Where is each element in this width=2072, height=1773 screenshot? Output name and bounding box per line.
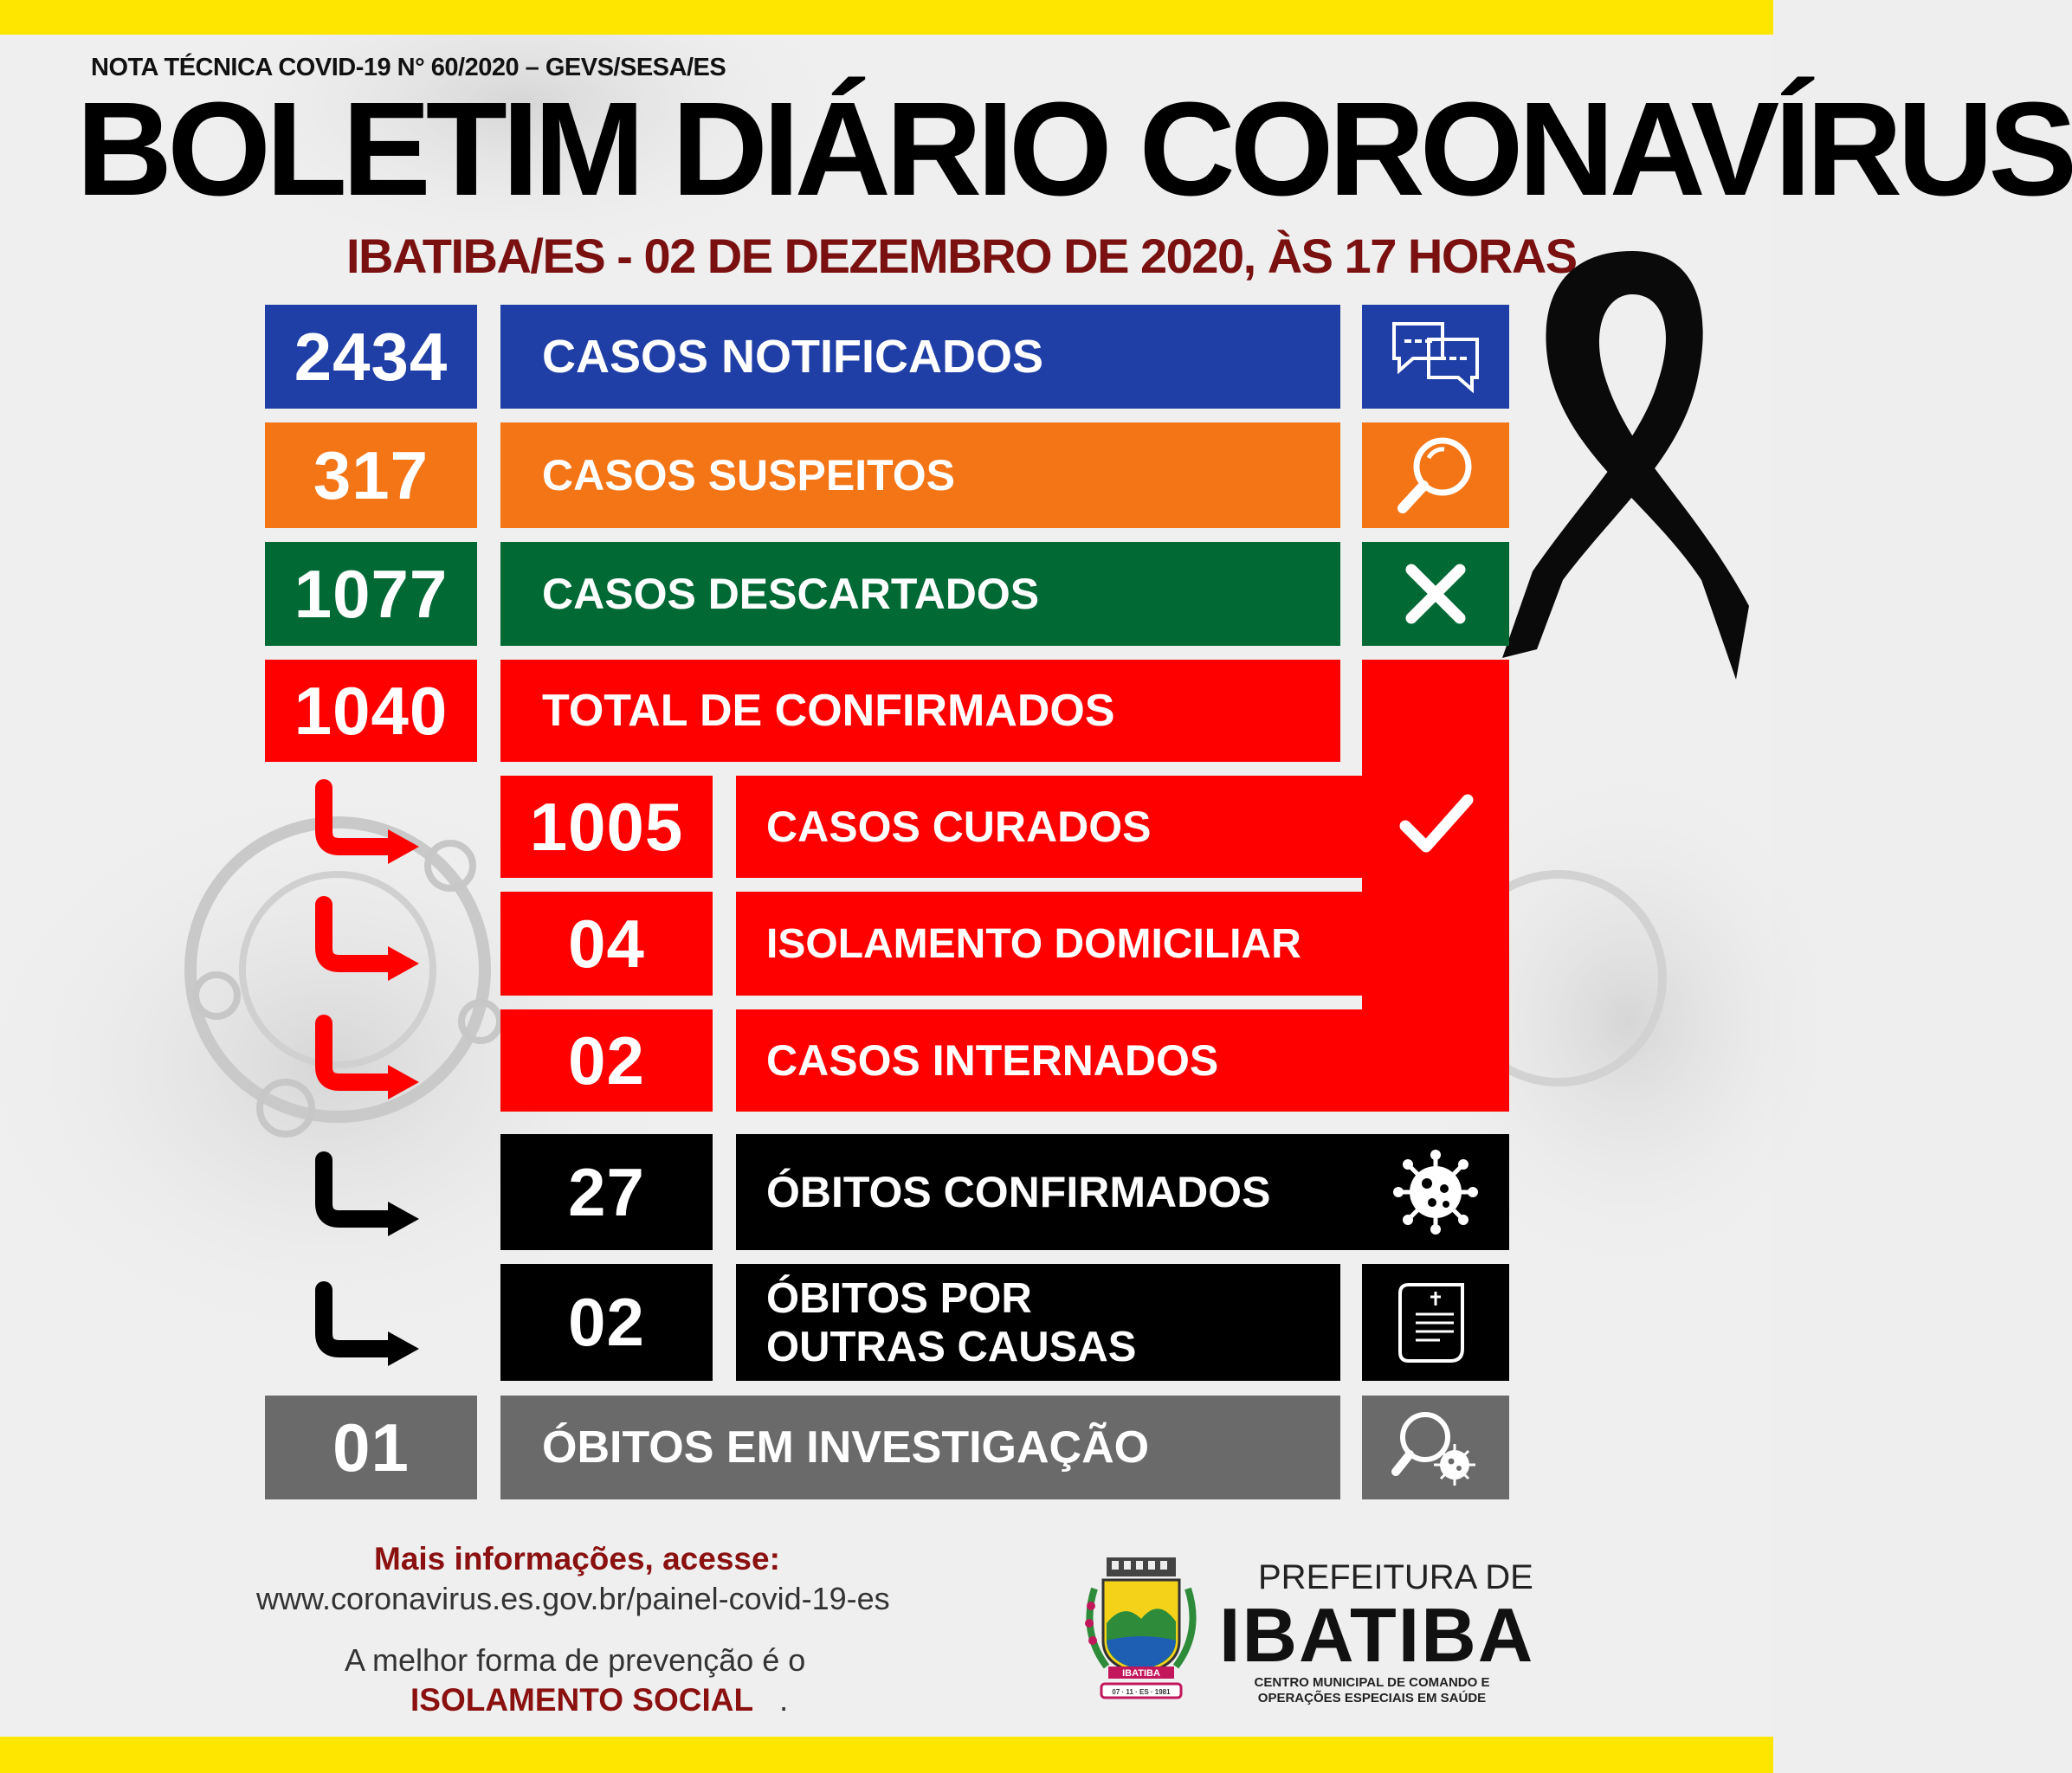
chat-bubbles-icon <box>1387 317 1484 397</box>
logo-line-2: IBATIBA <box>1219 1592 1535 1678</box>
discarded-count: 1077 <box>265 542 477 646</box>
virus-search-icon <box>1391 1406 1481 1489</box>
technical-note: NOTA TÉCNICA COVID-19 N° 60/2020 – GEVS/SESA/ES <box>91 54 726 81</box>
emblem-date: 07 · 11 · ES · 1981 <box>1112 1688 1171 1696</box>
more-info-heading: Mais informações, acesse: <box>374 1541 780 1576</box>
social-isolation-text: ISOLAMENTO SOCIAL <box>410 1682 754 1718</box>
investigation-icon-box <box>1362 1396 1509 1499</box>
discarded-label: CASOS DESCARTADOS <box>500 542 1340 646</box>
deaths-icon-box <box>1362 1134 1509 1250</box>
certificate-icon <box>1397 1280 1475 1366</box>
logo-line-1: PREFEITURA DE <box>1258 1558 1533 1596</box>
investigation-label: ÓBITOS EM INVESTIGAÇÃO <box>500 1396 1340 1499</box>
logo-line-3: CENTRO MUNICIPAL DE COMANDO E OPERAÇÕES ESPECIAIS EM SAÚDE <box>1254 1675 1490 1705</box>
prevention-text: A melhor forma de prevenção é o <box>345 1642 806 1678</box>
investigation-count: 01 <box>265 1396 477 1499</box>
suspect-icon-box <box>1362 422 1509 528</box>
red-curved-arrow-icon <box>312 1015 424 1110</box>
municipal-coat-of-arms-icon <box>1072 1554 1210 1701</box>
other-deaths-count: 02 <box>500 1264 713 1381</box>
other-deaths-icon-box <box>1362 1264 1509 1381</box>
cured-count: 1005 <box>500 776 713 878</box>
notified-label: CASOS NOTIFICADOS <box>500 305 1340 409</box>
confirmed-icon-box <box>1362 660 1509 1112</box>
red-curved-arrow-icon <box>312 896 424 991</box>
discarded-icon-box <box>1362 542 1509 646</box>
deaths-count: 27 <box>500 1134 713 1250</box>
virus-icon <box>1392 1149 1479 1235</box>
check-icon <box>1397 790 1475 859</box>
top-yellow-bar <box>0 0 1773 35</box>
confirmed-count: 1040 <box>265 660 477 762</box>
deaths-label: ÓBITOS CONFIRMADOS <box>736 1134 1371 1250</box>
hospitalized-label: CASOS INTERNADOS <box>736 1009 1371 1112</box>
black-curved-arrow-icon <box>312 1281 424 1376</box>
page-subtitle: IBATIBA/ES - 02 DE DEZEMBRO DE 2020, ÀS 17 HORAS <box>346 229 1577 283</box>
red-curved-arrow-icon <box>312 779 424 874</box>
other-deaths-label: ÓBITOS POR OUTRAS CAUSAS <box>736 1264 1340 1381</box>
sentence-period: . <box>779 1682 789 1718</box>
x-mark-icon <box>1401 559 1470 629</box>
emblem-name: IBATIBA <box>1122 1668 1160 1679</box>
hospitalized-count: 02 <box>500 1009 713 1112</box>
confirmed-label: TOTAL DE CONFIRMADOS <box>500 660 1340 762</box>
notified-icon-box <box>1362 305 1509 409</box>
black-curved-arrow-icon <box>312 1151 424 1247</box>
home-isolation-count: 04 <box>500 892 713 996</box>
home-isolation-label: ISOLAMENTO DOMICILIAR <box>736 892 1371 996</box>
magnifier-icon <box>1392 432 1479 519</box>
cured-label: CASOS CURADOS <box>736 776 1371 878</box>
page-title: BOLETIM DIÁRIO CORONAVÍRUS <box>76 74 2072 223</box>
suspect-count: 317 <box>265 422 477 528</box>
suspect-label: CASOS SUSPEITOS <box>500 422 1340 528</box>
mourning-ribbon-icon <box>1502 242 1753 680</box>
notified-count: 2434 <box>265 305 477 409</box>
bottom-yellow-bar <box>0 1737 1773 1773</box>
info-url[interactable]: www.coronavirus.es.gov.br/painel-covid-19-es <box>256 1581 890 1616</box>
